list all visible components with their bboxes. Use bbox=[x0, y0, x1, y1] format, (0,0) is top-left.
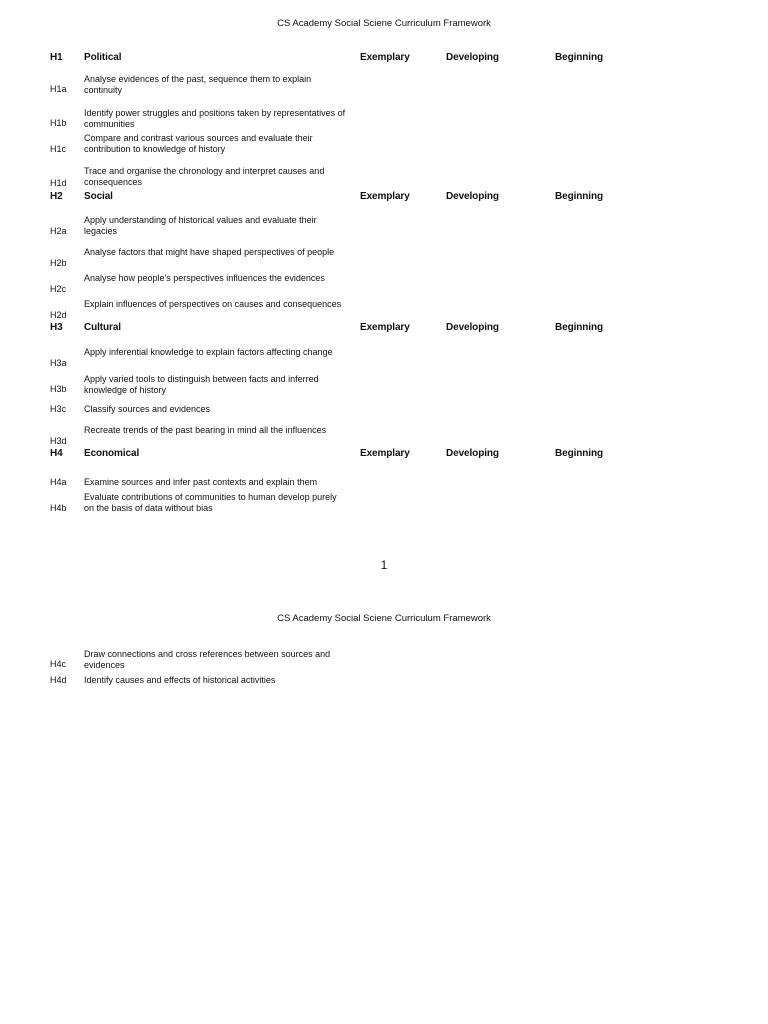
criterion-text: Apply understanding of historical values and evaluate their legacies bbox=[84, 215, 317, 236]
column-developing: Developing bbox=[446, 448, 499, 459]
criterion-code: H1d bbox=[50, 178, 67, 188]
column-developing: Developing bbox=[446, 52, 499, 63]
criterion-code: H3d bbox=[50, 436, 67, 446]
page-header: CS Academy Social Sciene Curriculum Framework bbox=[277, 613, 491, 624]
criterion-text: Identify power struggles and positions taken by representatives of communities bbox=[84, 108, 346, 129]
section-title: Cultural bbox=[84, 322, 121, 333]
criterion-code: H2d bbox=[50, 310, 67, 320]
criterion-code: H2a bbox=[50, 226, 67, 236]
column-exemplary: Exemplary bbox=[360, 191, 410, 202]
section-title: Social bbox=[84, 191, 113, 202]
section-title: Political bbox=[84, 52, 122, 63]
column-beginning: Beginning bbox=[555, 191, 603, 202]
column-exemplary: Exemplary bbox=[360, 448, 410, 459]
criterion-text: Analyse factors that might have shaped perspectives of people bbox=[84, 247, 335, 257]
criterion-text: Identify causes and effects of historical activities bbox=[84, 675, 276, 685]
criterion-text: Examine sources and infer past contexts and explain them bbox=[84, 477, 318, 487]
section-title: Economical bbox=[84, 448, 140, 459]
criterion-code: H4c bbox=[50, 659, 67, 669]
criterion-code: H3b bbox=[50, 384, 67, 394]
criterion-text: Apply inferential knowledge to explain factors affecting change bbox=[84, 347, 333, 357]
section-code: H1 bbox=[50, 52, 63, 63]
column-developing: Developing bbox=[446, 191, 499, 202]
criterion-text: Apply varied tools to distinguish between facts and inferred knowledge of history bbox=[84, 374, 319, 395]
criterion-text: Classify sources and evidences bbox=[84, 404, 211, 414]
section-code: H2 bbox=[50, 191, 63, 202]
criterion-code: H3a bbox=[50, 358, 67, 368]
criterion-code: H1a bbox=[50, 84, 67, 94]
criterion-text: Compare and contrast various sources and evaluate their contribution to knowledge of history bbox=[84, 133, 313, 154]
column-beginning: Beginning bbox=[555, 322, 603, 333]
page-2 bbox=[0, 595, 768, 1024]
criterion-text: Evaluate contributions of communities to human develop purely on the basis of data without bias bbox=[84, 492, 337, 513]
section-code: H3 bbox=[50, 322, 63, 333]
criterion-code: H4b bbox=[50, 503, 67, 513]
page-number: 1 bbox=[380, 558, 388, 572]
criterion-code: H4d bbox=[50, 675, 67, 685]
criterion-text: Explain influences of perspectives on causes and consequences bbox=[84, 299, 342, 309]
criterion-code: H2b bbox=[50, 258, 67, 268]
column-beginning: Beginning bbox=[555, 52, 603, 63]
criterion-text: Draw connections and cross references between sources and evidences bbox=[84, 649, 331, 670]
criterion-text: Trace and organise the chronology and interpret causes and consequences bbox=[84, 166, 325, 187]
criterion-code: H1c bbox=[50, 144, 67, 154]
page-header: CS Academy Social Sciene Curriculum Framework bbox=[277, 18, 491, 29]
column-developing: Developing bbox=[446, 322, 499, 333]
section-code: H4 bbox=[50, 448, 63, 459]
column-exemplary: Exemplary bbox=[360, 52, 410, 63]
column-exemplary: Exemplary bbox=[360, 322, 410, 333]
criterion-code: H1b bbox=[50, 118, 67, 128]
criterion-text: Analyse evidences of the past, sequence them to explain continuity bbox=[84, 74, 312, 95]
criterion-text: Recreate trends of the past bearing in mind all the influences bbox=[84, 425, 327, 435]
criterion-code: H3c bbox=[50, 404, 67, 414]
criterion-code: H4a bbox=[50, 477, 67, 487]
criterion-text: Analyse how people's perspectives influences the evidences bbox=[84, 273, 325, 283]
column-beginning: Beginning bbox=[555, 448, 603, 459]
criterion-code: H2c bbox=[50, 284, 67, 294]
